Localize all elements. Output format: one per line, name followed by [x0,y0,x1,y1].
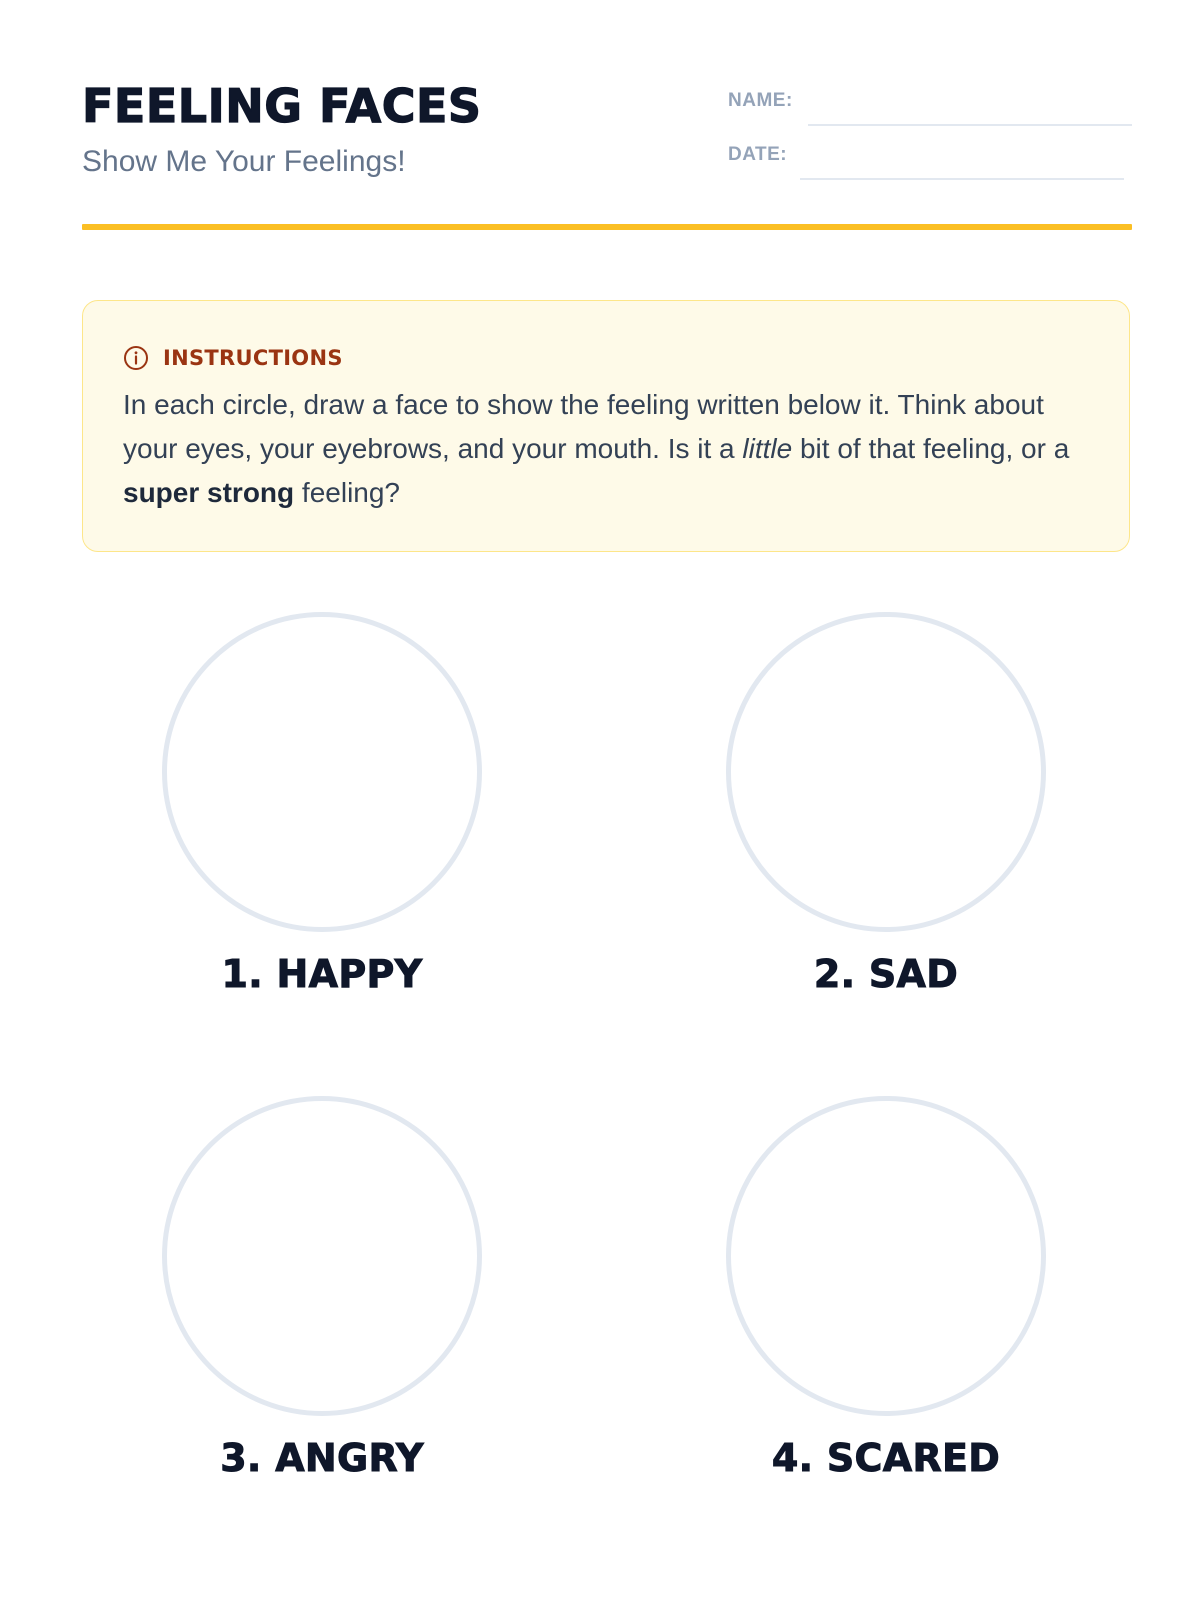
instructions-strong: super strong [123,477,295,508]
instructions-text-part: bit of that feeling, or a [792,433,1070,464]
instructions-box [82,300,1130,552]
feeling-label: 2. SAD [813,952,959,996]
feeling-label: 3. ANGRY [220,1436,424,1480]
name-label: NAME: [728,90,793,111]
instructions-text [123,383,1103,515]
drawing-circle[interactable] [162,612,482,932]
date-line[interactable] [800,178,1124,180]
face-cell-happy [82,608,606,1028]
info-circle-icon [123,345,149,371]
feeling-label: 1. HAPPY [221,952,423,996]
face-cell-angry [82,1092,606,1512]
faces-grid [82,608,1132,1508]
date-field[interactable] [728,140,1132,180]
face-cell-scared [646,1092,1170,1512]
instructions-title: INSTRUCTIONS [163,346,343,370]
worksheet-header [82,78,1132,238]
instructions-emphasis: little [742,433,793,464]
drawing-circle[interactable] [726,612,1046,932]
worksheet-page [82,0,1132,1600]
header-divider [82,224,1132,230]
instructions-heading [123,343,343,373]
drawing-circle[interactable] [162,1096,482,1416]
face-cell-sad [646,608,1170,1028]
feeling-label: 4. SCARED [771,1436,1001,1480]
page-subtitle: Show Me Your Feelings! [82,145,406,178]
name-field[interactable] [728,86,1132,126]
name-line[interactable] [808,124,1132,126]
instructions-text-part: feeling? [294,477,401,508]
date-label: DATE: [728,144,788,165]
instructions-text-part: In each circle, draw a face to show the feeling written below it. Think about your eyes, your eyebrows, and your mouth. Is it a [123,389,1044,464]
drawing-circle[interactable] [726,1096,1046,1416]
page-title: FEELING FACES [82,79,482,133]
